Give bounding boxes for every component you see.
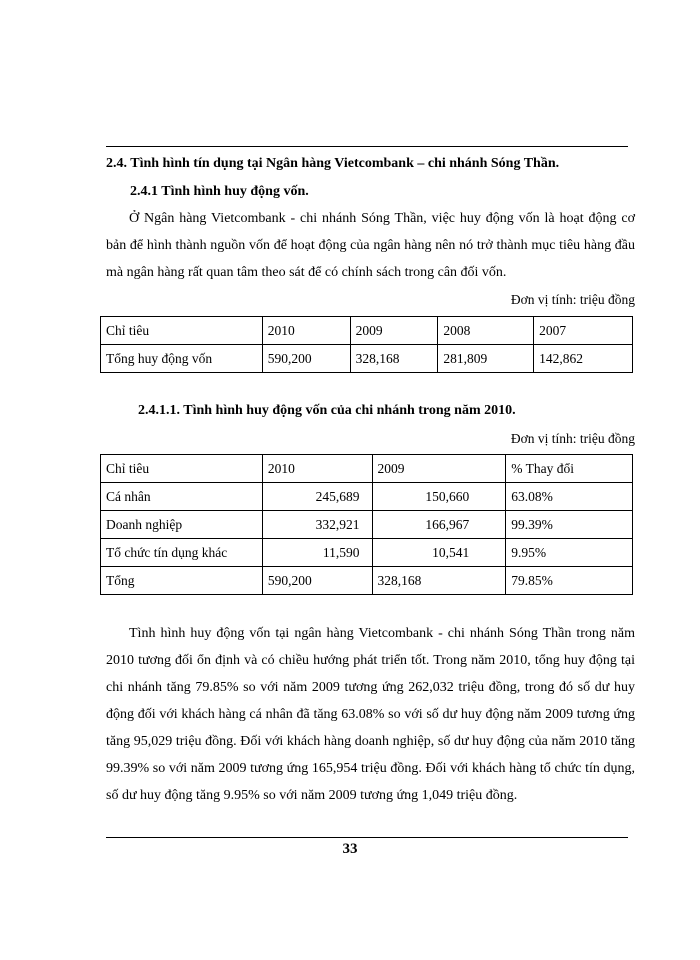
funding-summary-table xyxy=(100,316,633,373)
table-cell: 166,967 xyxy=(372,511,506,539)
table-cell: 63.08% xyxy=(506,483,633,511)
footer-rule xyxy=(106,837,628,838)
unit-label: Đơn vị tính: triệu đồng xyxy=(510,431,635,446)
table-row xyxy=(101,567,633,595)
section-heading: 2.4. Tình hình tín dụng tại Ngân hàng Vietcombank – chi nhánh Sóng Thần. xyxy=(106,156,560,171)
table-cell: 10,541 xyxy=(372,539,506,567)
table-cell: 590,200 xyxy=(262,567,372,595)
unit-label: Đơn vị tính: triệu đồng xyxy=(510,292,635,307)
table-header-cell: Chỉ tiêu xyxy=(101,317,263,345)
table-header-cell: 2010 xyxy=(262,317,350,345)
table-cell: Tổng huy động vốn xyxy=(101,345,263,373)
subsection-heading: 2.4.1 Tình hình huy động vốn. xyxy=(130,184,309,199)
table-header-cell: 2009 xyxy=(372,455,506,483)
intro-paragraph xyxy=(106,205,635,286)
header-rule xyxy=(106,146,628,147)
table-cell: Tổ chức tín dụng khác xyxy=(101,539,263,567)
table-cell: 99.39% xyxy=(506,511,633,539)
table-cell: 142,862 xyxy=(534,345,633,373)
table-row xyxy=(101,511,633,539)
analysis-paragraph-text: Tình hình huy động vốn tại ngân hàng Vietcombank - chi nhánh Sóng Thần trong năm 2010 tương đối ổn định và có chiều hướng phát triển tốt. Trong năm 2010, tổng huy động tại chi nhánh tăng 79.85% so với năm 2009 tương ứng 262,032 triệu đồng, trong đó số dư huy động đối với khách hàng cá nhân đã tăng 63.08% so với số dư huy động năm 2009 tương ứng tăng 95,029 triệu đồng. Đối với khách hàng doanh nghiệp, số dư huy động của năm 2010 tăng 99.39% so với năm 2009 tương ứng 165,954 triệu đồng. Đối với khách hàng tổ chức tín dụng, số dư huy động tăng 9.95% so với năm 2009 tương ứng 1,049 triệu đồng. xyxy=(106,626,635,803)
table-cell: 11,590 xyxy=(262,539,372,567)
table-cell: 590,200 xyxy=(262,345,350,373)
table-header-row xyxy=(101,317,633,345)
table-cell: 281,809 xyxy=(438,345,534,373)
table-header-cell: Chỉ tiêu xyxy=(101,455,263,483)
table-header-cell: 2010 xyxy=(262,455,372,483)
table-cell: Doanh nghiệp xyxy=(101,511,263,539)
table-row xyxy=(101,345,633,373)
table-header-cell: % Thay đổi xyxy=(506,455,633,483)
table-header-row xyxy=(101,455,633,483)
table-cell: 150,660 xyxy=(372,483,506,511)
table-header-cell: 2008 xyxy=(438,317,534,345)
table-header-cell: 2009 xyxy=(350,317,438,345)
table-cell: 245,689 xyxy=(262,483,372,511)
table-row xyxy=(101,539,633,567)
table-cell: 328,168 xyxy=(372,567,506,595)
table-row xyxy=(101,483,633,511)
intro-paragraph-text: Ở Ngân hàng Vietcombank - chi nhánh Sóng Thần, việc huy động vốn là hoạt động cơ bản để hình thành nguồn vốn để hoạt động của ngân hàng nên nó trở thành mục tiêu hàng đầu mà ngân hàng rất quan tâm theo sát để có chính sách trong cân đối vốn. xyxy=(106,211,635,280)
table-cell: 79.85% xyxy=(506,567,633,595)
table-header-cell: 2007 xyxy=(534,317,633,345)
page-number: 33 xyxy=(342,841,358,857)
funding-breakdown-table xyxy=(100,454,633,595)
table-cell: Cá nhân xyxy=(101,483,263,511)
table-cell: Tổng xyxy=(101,567,263,595)
table-cell: 332,921 xyxy=(262,511,372,539)
table-cell: 9.95% xyxy=(506,539,633,567)
sub-subsection-heading: 2.4.1.1. Tình hình huy động vốn của chi nhánh trong năm 2010. xyxy=(138,403,516,418)
analysis-paragraph xyxy=(106,620,635,809)
table-cell: 328,168 xyxy=(350,345,438,373)
